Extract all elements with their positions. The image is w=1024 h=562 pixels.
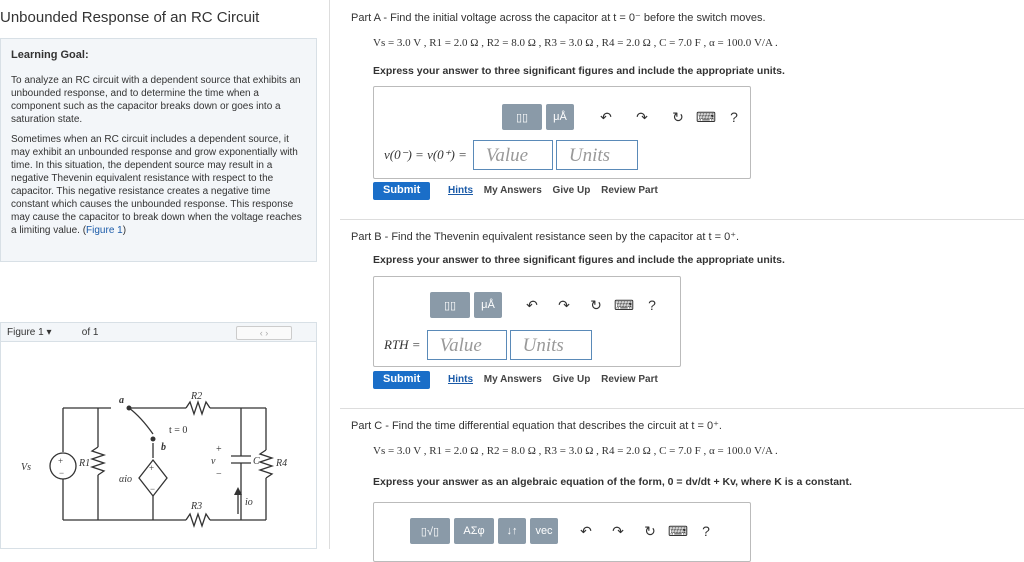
dep-plus: + — [149, 463, 155, 473]
help-icon[interactable]: ? — [702, 523, 710, 539]
undo-icon[interactable]: ↶ — [526, 296, 538, 313]
part-b-toolbar — [430, 292, 664, 318]
hints-link[interactable]: Hints — [448, 185, 473, 196]
switch-time-label: t = 0 — [169, 425, 188, 436]
figure-bar — [0, 322, 317, 342]
part-c-instruction: Express your answer as an algebraic equation of the form, 0 = dv/dt + Kv, where K is a constant. — [373, 476, 852, 488]
templates-button[interactable]: ▯▯ — [430, 292, 470, 318]
reset-icon[interactable]: ↻ — [590, 296, 602, 313]
part-b-heading: Part B - Find the Thevenin equivalent resistance seen by the capacitor at t = 0⁺. — [351, 231, 740, 243]
capacitor-label: C — [253, 456, 260, 467]
redo-icon[interactable]: ↷ — [612, 522, 624, 539]
divider — [340, 219, 1024, 220]
part-a-label: v(0⁻) = v(0⁺) = — [384, 147, 467, 162]
part-a-answer-row — [384, 140, 641, 170]
node-a-label: a — [119, 395, 124, 406]
hints-link[interactable]: Hints — [448, 374, 473, 385]
dependent-source-label: αio — [119, 474, 133, 485]
keyboard-icon[interactable]: ⌨ — [667, 522, 689, 539]
my-answers-link[interactable]: My Answers — [483, 185, 542, 196]
part-c-toolbar — [410, 518, 718, 544]
part-a-answer-box — [373, 86, 751, 179]
part-c-answer-box — [373, 502, 751, 562]
part-a-instruction: Express your answer to three significant figures and include the appropriate units. — [373, 65, 785, 77]
part-a-toolbar — [502, 104, 746, 130]
figure-area — [0, 342, 317, 549]
give-up-link[interactable]: Give Up — [552, 185, 591, 196]
keyboard-icon[interactable]: ⌨ — [613, 296, 635, 313]
review-part-link[interactable]: Review Part — [601, 374, 658, 385]
part-c-heading: Part C - Find the time differential equation that describes the circuit at t = 0⁺. — [351, 420, 722, 432]
divider — [340, 408, 1024, 409]
r2-label: R2 — [191, 391, 203, 402]
io-label: io — [245, 497, 253, 508]
reset-icon[interactable]: ↻ — [672, 108, 684, 125]
goal-paragraph-2: Sometimes when an RC circuit includes a dependent source, it may exhibit an unbounded response and grow exponentially with time. In this situation, the dependent source may result in a negative Thevenin equivalent resistance with respect to the capacitor. This negative resistance creates a negative time constant which causes the unbounded response. This response may cause the capacitor to break down when the voltage reaches a limiting value. (Figure 1) — [11, 134, 302, 236]
right-panel — [340, 0, 1024, 549]
subscript-button[interactable]: ↓↑ — [498, 518, 526, 544]
left-panel — [0, 0, 330, 549]
r1-label: R1 — [79, 458, 91, 469]
units-button[interactable]: μÅ — [474, 292, 502, 318]
figure-link[interactable]: Figure 1 — [86, 225, 123, 236]
r3-label: R3 — [191, 501, 203, 512]
vector-button[interactable]: vec — [530, 518, 558, 544]
part-a-submit-button[interactable]: Submit — [373, 182, 430, 200]
vs-minus: − — [59, 468, 65, 478]
circuit-diagram — [1, 342, 318, 549]
part-b-instruction: Express your answer to three significant figures and include the appropriate units. — [373, 254, 785, 266]
node-b-label: b — [161, 442, 166, 453]
reset-icon[interactable]: ↻ — [644, 522, 656, 539]
undo-icon[interactable]: ↶ — [580, 522, 592, 539]
help-icon[interactable]: ? — [730, 109, 738, 125]
part-a-heading: Part A - Find the initial voltage across the capacitor at t = 0⁻ before the switch moves. — [351, 12, 766, 24]
part-b-submit-button[interactable]: Submit — [373, 371, 430, 389]
figure-nav-buttons[interactable]: ‹ › — [236, 326, 292, 340]
r4-label: R4 — [276, 458, 288, 469]
problem-title: Unbounded Response of an RC Circuit — [0, 9, 260, 26]
part-b-answer-box — [373, 276, 681, 367]
undo-icon[interactable]: ↶ — [600, 108, 612, 125]
dep-minus: − — [150, 484, 156, 494]
learning-goal-box — [0, 38, 317, 262]
voltage-minus: − — [216, 469, 222, 480]
part-a-links — [448, 185, 666, 196]
redo-icon[interactable]: ↷ — [558, 296, 570, 313]
part-b-label: RTH = — [384, 337, 421, 352]
help-icon[interactable]: ? — [648, 297, 656, 313]
part-b-answer-row — [384, 330, 595, 360]
templates-button[interactable]: ▯▯ — [502, 104, 542, 130]
keyboard-icon[interactable]: ⌨ — [695, 108, 717, 125]
vs-plus: + — [58, 456, 64, 466]
vs-label: Vs — [21, 462, 31, 473]
figure-count: of 1 — [81, 327, 99, 338]
give-up-link[interactable]: Give Up — [552, 374, 591, 385]
units-button[interactable]: μÅ — [546, 104, 574, 130]
part-b-value-input[interactable]: Value — [427, 330, 507, 360]
goal-paragraph-1: To analyze an RC circuit with a dependent source that exhibits an unbounded response, and to determine the time when a component such as the capacitor breaks down or goes into a saturation state. — [11, 75, 301, 125]
review-part-link[interactable]: Review Part — [601, 185, 658, 196]
templates-button[interactable]: ▯√▯ — [410, 518, 450, 544]
part-a-given: Vs = 3.0 V , R1 = 2.0 Ω , R2 = 8.0 Ω , R3 = 3.0 Ω , R4 = 2.0 Ω , C = 7.0 F , α = 100.0 V/A . — [373, 37, 778, 49]
voltage-plus: + — [216, 444, 222, 455]
part-b-links — [448, 374, 666, 385]
my-answers-link[interactable]: My Answers — [483, 374, 542, 385]
redo-icon[interactable]: ↷ — [636, 108, 648, 125]
learning-goal-heading: Learning Goal: — [11, 49, 89, 61]
chevron-down-icon: ▾ — [46, 327, 52, 338]
part-a-value-input[interactable]: Value — [473, 140, 553, 170]
part-b-units-input[interactable]: Units — [510, 330, 592, 360]
part-c-given: Vs = 3.0 V , R1 = 2.0 Ω , R2 = 8.0 Ω , R3 = 3.0 Ω , R4 = 2.0 Ω , C = 7.0 F , α = 100.0 V/A . — [373, 445, 778, 457]
part-a-units-input[interactable]: Units — [556, 140, 638, 170]
greek-button[interactable]: ΑΣφ — [454, 518, 494, 544]
figure-select[interactable]: Figure 1 ▾ — [7, 327, 52, 338]
voltage-label: v — [211, 456, 216, 467]
